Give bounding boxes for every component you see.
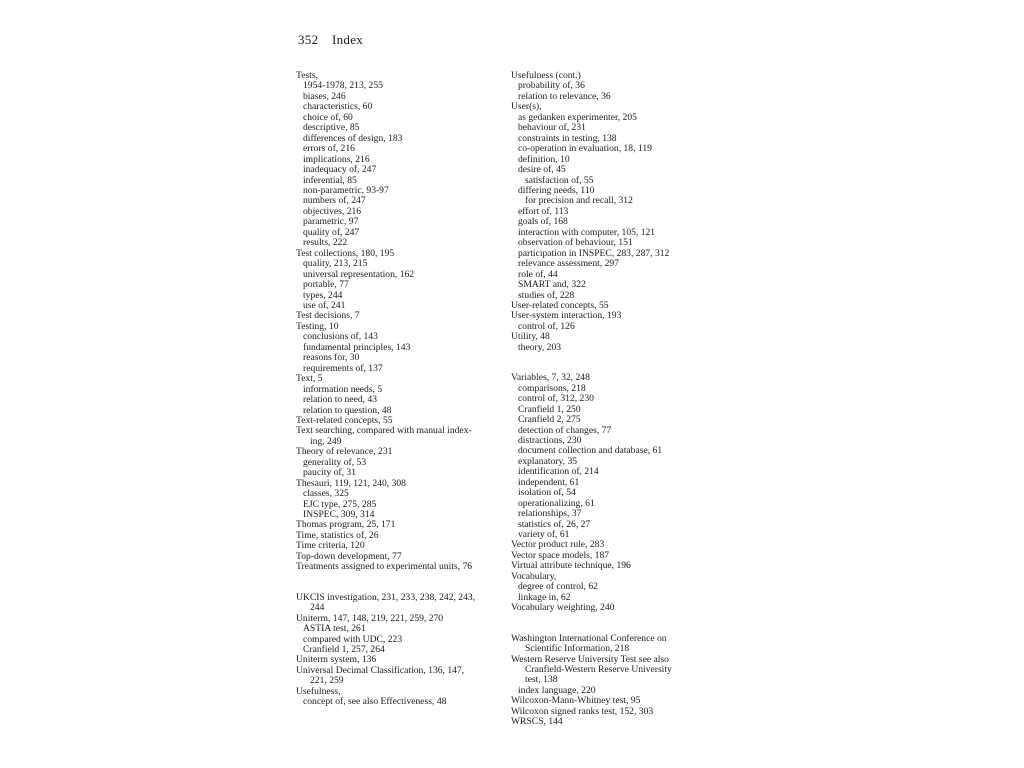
index-entry: Western Reserve University Test see also (511, 654, 669, 665)
index-subentry: relevance assessment, 297 (518, 259, 619, 270)
section-gap (511, 353, 727, 373)
index-subentry: constraints in testing, 138 (518, 133, 617, 144)
section-gap (511, 614, 727, 634)
index-subentry: studies of, 228 (518, 290, 575, 301)
index-entry: Universal Decimal Classification, 136, 147, (296, 665, 465, 676)
index-entry: Uniterm system, 136 (296, 655, 377, 666)
index-entry: Testing, 10 (296, 321, 339, 332)
index-entry: Time, statistics of, 26 (296, 530, 379, 541)
index-subentry: results, 222 (303, 238, 348, 249)
index-subentry: information needs, 5 (303, 384, 383, 395)
index-subentry: parametric, 97 (303, 217, 359, 228)
index-entry: Variables, 7, 32, 248 (511, 373, 590, 384)
index-subentry: 221, 259 (310, 676, 344, 687)
index-subentry: explanatory, 35 (518, 456, 578, 467)
index-subentry: degree of control, 62 (518, 582, 598, 593)
index-subentry: document collection and database, 61 (518, 446, 663, 457)
index-entry: Virtual attribute technique, 196 (511, 561, 631, 572)
index-subentry: 244 (310, 603, 325, 614)
index-subentry: interaction with computer, 105, 121 (518, 227, 656, 238)
index-subentry: reasons for, 30 (303, 353, 360, 364)
index-entry: Text-related concepts, 55 (296, 415, 393, 426)
index-subentry: comparisons, 218 (518, 383, 586, 394)
index-entry: Uniterm, 147, 148, 219, 221, 259, 270 (296, 613, 444, 624)
section-gap (296, 573, 512, 593)
index-subentry: Cranfield-Western Reserve University (525, 665, 672, 676)
index-subentry: theory, 203 (518, 342, 562, 353)
index-subentry: relation to question, 48 (303, 405, 392, 416)
index-entry: UKCIS investigation, 231, 233, 238, 242, 243, (296, 592, 476, 603)
index-entry: User-system interaction, 193 (511, 311, 622, 322)
index-entry: Vocabulary weighting, 240 (511, 603, 615, 614)
index-subentry: portable, 77 (303, 280, 349, 291)
index-subentry: satisfaction of, 55 (525, 175, 594, 186)
index-subentry: participation in INSPEC, 283, 287, 312 (518, 248, 670, 259)
index-subentry: use of, 241 (303, 300, 346, 311)
index-entry: Top-down development, 77 (296, 551, 402, 562)
index-subentry: types, 244 (303, 290, 343, 301)
index-entry: Test decisions, 7 (296, 311, 360, 322)
index-subentry: inadequacy of, 247 (303, 165, 377, 176)
index-subentry: operationalizing, 61 (518, 498, 595, 509)
index-subentry: descriptive, 85 (303, 123, 360, 134)
index-subentry: Scientific Information, 218 (525, 644, 630, 655)
index-subentry: differing needs, 110 (518, 185, 595, 196)
index-subentry: desire of, 45 (518, 165, 566, 176)
index-subentry: implications, 216 (303, 154, 370, 165)
index-subentry: linkage in, 62 (518, 592, 571, 603)
index-subentry: detection of changes, 77 (518, 425, 612, 436)
index-entry: Theory of relevance, 231 (296, 447, 393, 458)
page-number: 352 (298, 32, 319, 47)
index-subentry: isolation of, 54 (518, 488, 576, 499)
index-subentry: errors of, 216 (303, 144, 355, 155)
index-subentry: identification of, 214 (518, 467, 599, 478)
index-subentry: Cranfield 1, 257, 264 (303, 645, 385, 656)
index-entry: Usefulness (cont.) (511, 71, 581, 81)
index-subentry: co-operation in evaluation, 18, 119 (518, 144, 652, 155)
index-column-right (511, 71, 727, 728)
index-subentry: control of, 312, 230 (518, 394, 594, 405)
index-subentry: EJC type, 275, 285 (303, 499, 377, 510)
index-subentry: definition, 10 (518, 154, 570, 165)
index-subentry: variety of, 61 (518, 530, 570, 541)
index-subentry: paucity of, 31 (303, 468, 357, 479)
index-subentry: effort of, 113 (518, 206, 569, 217)
page-title: Index (331, 32, 364, 47)
index-subentry: goals of, 168 (518, 217, 568, 228)
index-subentry: differences of design, 183 (303, 133, 403, 144)
index-entry: Text, 5 (296, 374, 323, 385)
index-subentry: distractions, 230 (518, 435, 582, 446)
index-subentry: Cranfield 1, 250 (518, 404, 581, 415)
index-subentry: characteristics, 60 (303, 102, 373, 113)
index-subentry: behaviour of, 231 (518, 123, 586, 134)
index-subentry: conclusions of, 143 (303, 332, 378, 343)
index-subentry: non-parametric, 93-97 (303, 185, 389, 196)
index-subentry: relation to need, 43 (303, 395, 378, 406)
index-entry: Thomas program, 25, 171 (296, 520, 396, 531)
index-entry: WRSCS, 144 (511, 717, 563, 728)
index-subentry: numbers of, 247 (303, 196, 366, 207)
index-subentry: relation to relevance, 36 (518, 91, 611, 102)
index-subentry: role of, 44 (518, 269, 558, 280)
index-subentry: index language, 220 (518, 685, 596, 696)
index-subentry: ASTIA test, 261 (303, 624, 366, 635)
index-entry: Wilcoxon signed ranks test, 152, 303 (511, 706, 654, 717)
index-entry: Thesauri, 119, 121, 240, 308 (296, 478, 406, 489)
index-subentry: quality, 213, 215 (303, 259, 368, 270)
index-subentry: statistics of, 26, 27 (518, 519, 591, 530)
index-subentry: choice of, 60 (303, 112, 353, 123)
index-entry: Wilcoxon-Mann-Whitney test, 95 (511, 696, 641, 707)
index-subentry: Cranfield 2, 275 (518, 415, 581, 426)
index-subentry: test, 138 (525, 675, 558, 686)
index-subentry: control of, 126 (518, 321, 575, 332)
index-subentry: generality of, 53 (303, 457, 367, 468)
index-entry: Test collections, 180, 195 (296, 248, 395, 259)
index-entry: Vector product rule, 283 (511, 540, 605, 551)
index-entry: Washington International Conference on (511, 633, 667, 644)
index-subentry: as gedanken experimenter, 205 (518, 112, 637, 123)
index-entry: Utility, 48 (511, 332, 550, 343)
index-entry: Time criteria, 120 (296, 541, 365, 552)
index-subentry: ing, 249 (310, 436, 342, 447)
index-subentry: classes, 325 (303, 489, 349, 500)
index-entry: Text searching, compared with manual index- (296, 426, 472, 437)
index-subentry: observation of behaviour, 151 (518, 238, 633, 249)
index-subentry: independent, 61 (518, 477, 580, 488)
index-subentry: SMART and, 322 (518, 280, 586, 291)
index-entry: Vocabulary, (511, 571, 557, 582)
index-subentry: universal representation, 162 (303, 269, 415, 280)
index-subentry: probability of, 36 (518, 81, 585, 92)
index-subentry: 1954-1978, 213, 255 (303, 81, 383, 92)
index-subentry: inferential, 85 (303, 175, 357, 186)
index-subentry: fundamental principles, 143 (303, 342, 411, 353)
index-entry: Vector space models, 187 (511, 550, 610, 561)
index-subentry: objectives, 216 (303, 206, 362, 217)
index-subentry: for precision and recall, 312 (525, 196, 633, 207)
index-subentry: relationships, 37 (518, 509, 582, 520)
index-subentry: quality of, 247 (303, 227, 360, 238)
index-subentry: compared with UDC, 223 (303, 634, 403, 645)
index-entry: User-related concepts, 55 (511, 300, 609, 311)
index-entry: Tests, (296, 71, 318, 81)
index-subentry: INSPEC, 309, 314 (303, 510, 375, 521)
index-column-left (296, 71, 512, 708)
index-entry: Usefulness, (296, 686, 341, 697)
index-subentry: biases, 246 (303, 91, 346, 102)
index-entry: User(s), (511, 102, 542, 113)
index-subentry: requirements of, 137 (303, 363, 383, 374)
index-entry: Treatments assigned to experimental units, 76 (296, 562, 473, 573)
page-header (298, 32, 363, 48)
index-subentry: concept of, see also Effectiveness, 48 (303, 697, 447, 708)
